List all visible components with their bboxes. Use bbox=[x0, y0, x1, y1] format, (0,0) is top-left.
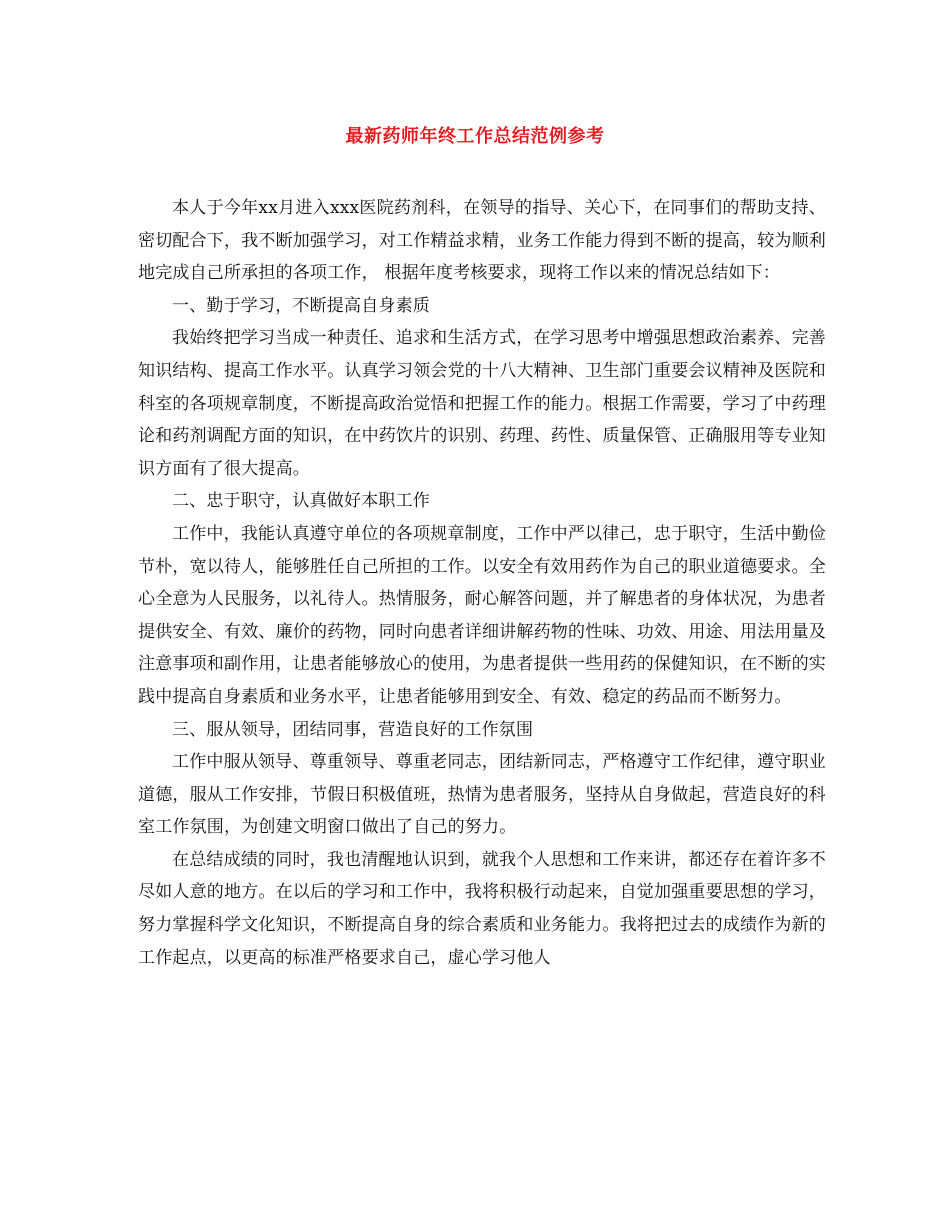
paragraph-intro: 本人于今年xx月进入xxx医院药剂科，在领导的指导、关心下，在同事们的帮助支持、密切配合下，我不断加强学习，对工作精益求精，业务工作能力得到不断的提高，较为顺利地完成自己所承担的各项工作， 根据年度考核要求，现将工作以来的情况总结如下： bbox=[138, 198, 826, 284]
paragraph-study: 我始终把学习当成一种责任、追求和生活方式，在学习思考中增强思想政治素养、完善知识结构、提高工作水平。认真学习领会党的十八大精神、卫生部门重要会议精神及医院和科室的各项规章制度，不断提高政治觉悟和把握工作的能力。根据工作需要，学习了中药理论和药剂调配方面的知识，在中药饮片的识别、药理、药性、质量保管、正确服用等专业知识方面有了很大提高。 bbox=[138, 328, 826, 479]
section-heading-1: 一、勤于学习，不断提高自身素质 bbox=[172, 295, 430, 316]
section-heading-3: 三、服从领导，团结同事，营造良好的工作氛围 bbox=[172, 719, 534, 740]
document-body bbox=[138, 192, 826, 974]
paragraph-teamwork: 工作中服从领导、尊重领导、尊重老同志，团结新同志，严格遵守工作纪律，遵守职业道德，服从工作安排，节假日积极值班，热情为患者服务，坚持从自身做起，营造良好的科室工作氛围，为创建文明窗口做出了自己的努力。 bbox=[138, 752, 826, 838]
document-title: 最新药师年终工作总结范例参考 bbox=[345, 126, 605, 147]
paragraph-reflection: 在总结成绩的同时，我也清醒地认识到，就我个人思想和工作来讲，都还存在着许多不尽如人意的地方。在以后的学习和工作中，我将积极行动起来，自觉加强重要思想的学习，努力掌握科学文化知识，不断提高自身的综合素质和业务能力。我将把过去的成绩作为新的工作起点，以更高的标准严格要求自己，虚心学习他人 bbox=[138, 849, 826, 968]
section-heading-2: 二、忠于职守，认真做好本职工作 bbox=[172, 491, 430, 512]
paragraph-duty: 工作中，我能认真遵守单位的各项规章制度，工作中严以律己，忠于职守，生活中勤俭节朴，宽以待人，能够胜任自己所担的工作。以安全有效用药作为自己的职业道德要求。全心全意为人民服务，以礼待人。热情服务，耐心解答问题，并了解患者的身体状况，为患者提供安全、有效、廉价的药物，同时向患者详细讲解药物的性味、功效、用途、用法用量及注意事项和副作用，让患者能够放心的使用，为患者提供一些用药的保健知识，在不断的实践中提高自身素质和业务水平，让患者能够用到安全、有效、稳定的药品而不断努力。 bbox=[138, 523, 826, 707]
